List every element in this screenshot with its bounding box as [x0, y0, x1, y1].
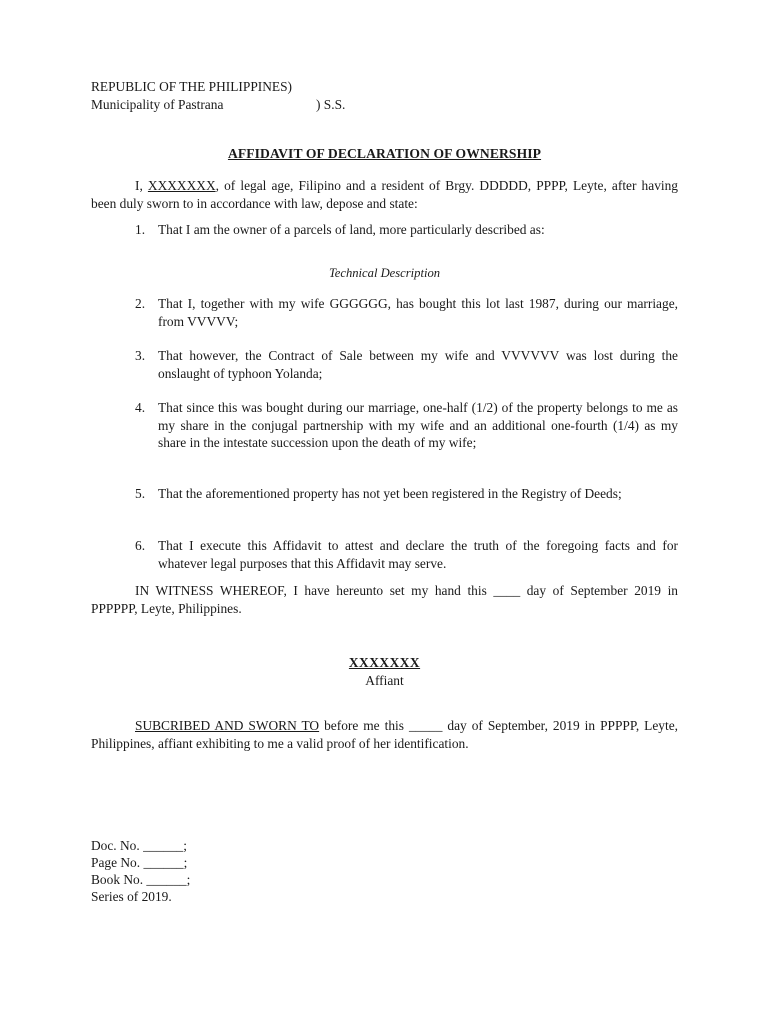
- book-number-line: Book No. ______;: [91, 872, 191, 887]
- subscribed-rest: before me this _____ day of September, 2019 in PPPPP, Leyte, Philippines, affiant exhibiting to me a valid proof of her identification.: [91, 718, 678, 751]
- list-item-text: That I am the owner of a parcels of land, more particularly described as:: [158, 222, 545, 237]
- list-item-4: [135, 399, 678, 452]
- intro-rest: , of legal age, Filipino and a resident of Brgy. DDDDD, PPPP, Leyte, after having been duly sworn to in accordance with law, depose and state:: [91, 178, 678, 211]
- header-ss: ) S.S.: [316, 97, 346, 112]
- list-item-text: That since this was bought during our marriage, one-half (1/2) of the property belongs to me as my share in the conjugal partnership with my wife and an additional one-fourth (1/4) as my share in the intestate succession upon the death of my wife;: [158, 400, 678, 450]
- header-municipality-name: Municipality of Pastrana: [91, 97, 224, 112]
- list-item-1: [135, 221, 678, 239]
- header-municipality: [91, 97, 346, 113]
- list-item-text: That the aforementioned property has not yet been registered in the Registry of Deeds;: [158, 486, 622, 501]
- list-item-text: That I execute this Affidavit to attest and declare the truth of the foregoing facts and for whatever legal purposes that this Affidavit may serve.: [158, 538, 678, 571]
- list-item-number: 1.: [135, 222, 146, 237]
- list-item-number: 2.: [135, 296, 146, 311]
- document-title: AFFIDAVIT OF DECLARATION OF OWNERSHIP: [227, 146, 542, 161]
- witness-paragraph: IN WITNESS WHEREOF, I have hereunto set my hand this ____ day of September 2019 in PPPPPP, Leyte, Philippines.: [91, 583, 678, 616]
- list-item-text: That I, together with my wife GGGGGG, has bought this lot last 1987, during our marriage, from VVVVV;: [158, 296, 678, 329]
- affiant-label: Affiant: [365, 673, 404, 688]
- list-item-2: [135, 295, 678, 330]
- list-item-6: [135, 537, 678, 572]
- subscribed-lead: SUBCRIBED AND SWORN TO: [135, 718, 320, 733]
- intro-paragraph: [91, 177, 678, 212]
- affiant-signature-name: XXXXXXX: [348, 655, 421, 670]
- intro-prefix: I,: [135, 178, 148, 193]
- list-item-number: 4.: [135, 400, 146, 415]
- technical-description-label: Technical Description: [328, 266, 441, 280]
- list-item-text: That however, the Contract of Sale between my wife and VVVVVV was lost during the onslaught of typhoon Yolanda;: [158, 348, 678, 381]
- series-line: Series of 2019.: [91, 889, 172, 904]
- affiant-name-intro: XXXXXXX: [147, 178, 216, 193]
- page-number-line: Page No. ______;: [91, 855, 188, 870]
- list-item-number: 5.: [135, 486, 146, 501]
- doc-number-line: Doc. No. ______;: [91, 838, 187, 853]
- list-item-5: [135, 485, 678, 503]
- subscribed-paragraph: [91, 717, 678, 752]
- list-item-3: [135, 347, 678, 382]
- list-item-number: 3.: [135, 348, 146, 363]
- header-republic: REPUBLIC OF THE PHILIPPINES): [91, 79, 293, 94]
- list-item-number: 6.: [135, 538, 146, 553]
